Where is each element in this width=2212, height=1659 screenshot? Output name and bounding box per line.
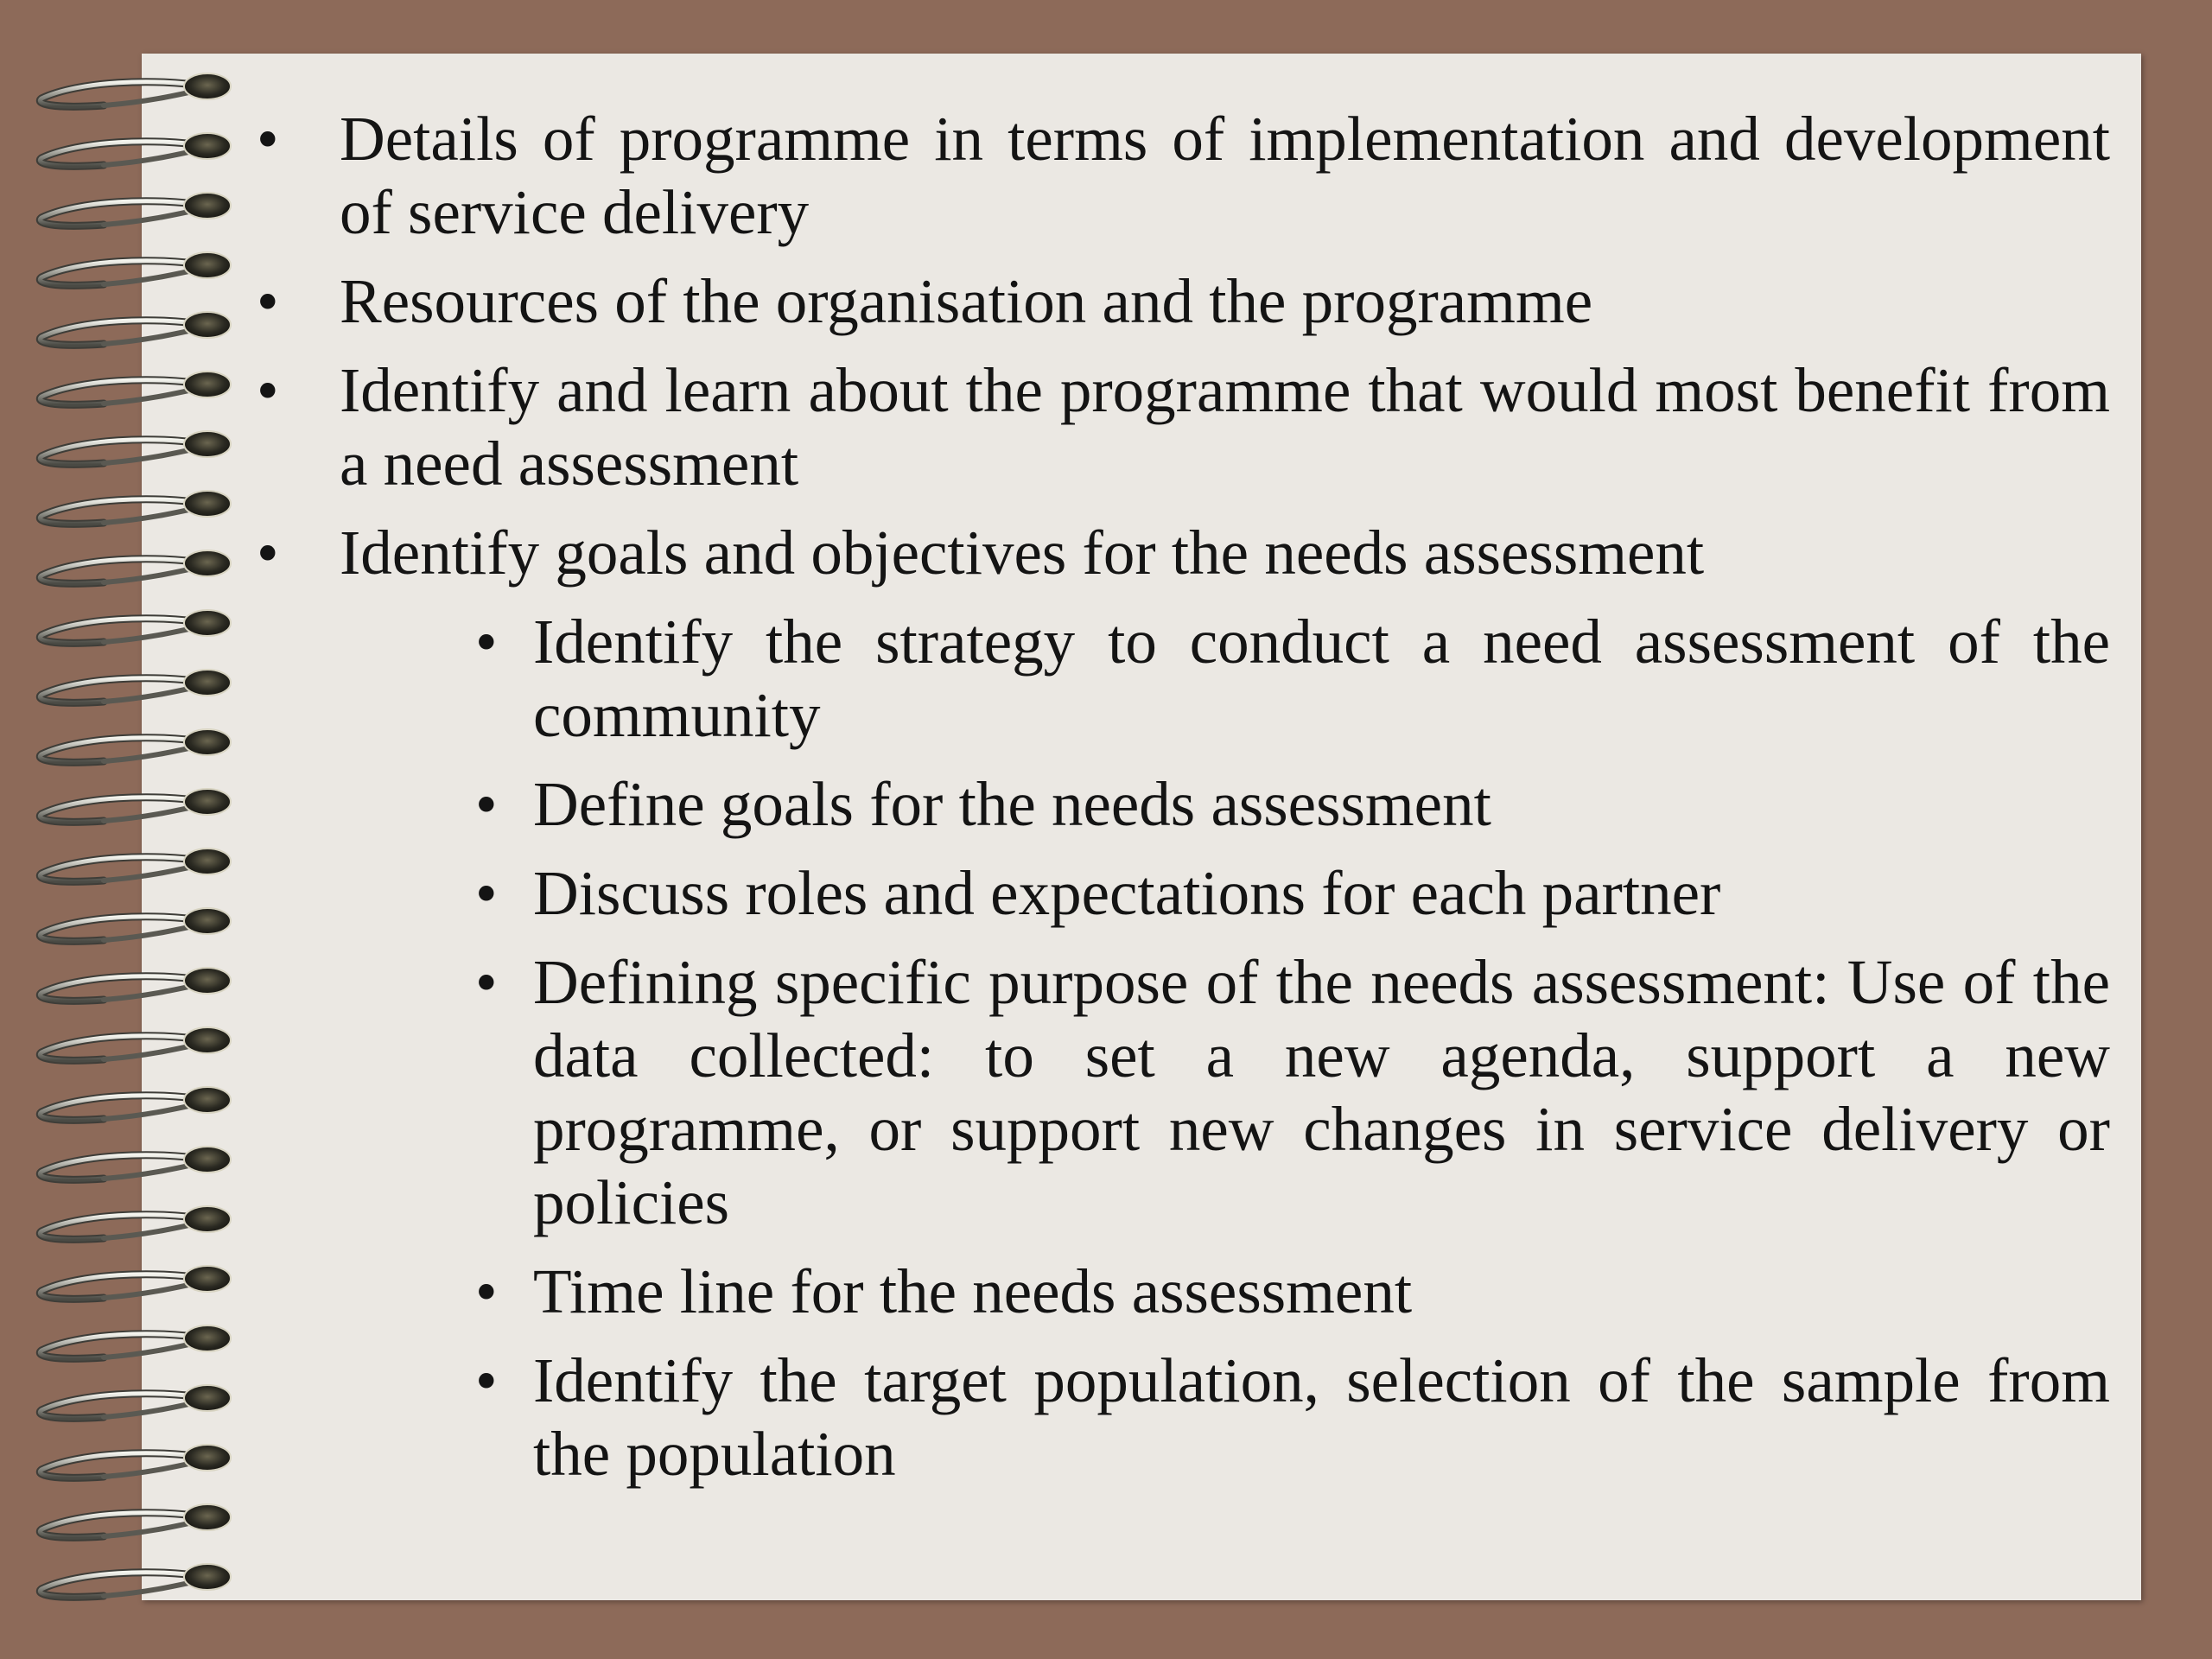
spiral-ring xyxy=(40,968,231,1001)
spiral-ring xyxy=(40,252,231,285)
spiral-ring xyxy=(40,670,231,702)
bullet-marker: • xyxy=(257,355,279,425)
sub-bullet-item xyxy=(233,945,2110,1239)
bullet-text: Identify the strategy to conduct a need assessment of the community xyxy=(533,607,2110,750)
spiral-ring xyxy=(40,610,231,643)
spiral-ring xyxy=(40,431,231,464)
spiral-ring xyxy=(40,73,231,106)
spiral-ring xyxy=(40,1027,231,1060)
spiral-ring xyxy=(40,1325,231,1358)
bullet-marker: • xyxy=(257,518,279,588)
spiral-ring xyxy=(40,789,231,822)
spiral-ring xyxy=(40,372,231,404)
bullet-text: Identify the target population, selection of the sample from the population xyxy=(533,1345,2110,1489)
spiral-ring xyxy=(40,491,231,524)
bullet-text: Defining specific purpose of the needs assessment: Use of the data collected: to set a new agenda, support a new programme, or support new changes in service delivery or policies xyxy=(533,947,2110,1237)
spiral-ring xyxy=(40,1564,231,1597)
bullet-item xyxy=(233,353,2110,500)
bullet-text: Identify goals and objectives for the needs assessment xyxy=(340,518,1705,588)
bullet-text: Resources of the organisation and the programme xyxy=(340,266,1593,336)
sub-bullet-item xyxy=(233,605,2110,752)
spiral-ring xyxy=(40,1087,231,1120)
bullet-marker: • xyxy=(475,1256,498,1326)
bullet-item xyxy=(233,264,2110,338)
spiral-ring xyxy=(40,550,231,583)
spiral-ring xyxy=(40,1206,231,1239)
spiral-ring xyxy=(40,1445,231,1478)
bullet-item xyxy=(233,516,2110,589)
spiral-ring xyxy=(40,312,231,345)
bullet-marker: • xyxy=(257,266,279,336)
spiral-ring xyxy=(40,193,231,226)
bullet-text: Define goals for the needs assessment xyxy=(533,769,1491,839)
sub-bullet-item xyxy=(233,767,2110,841)
spiral-ring xyxy=(40,729,231,762)
spiral-ring xyxy=(40,908,231,941)
spiral-ring xyxy=(40,1147,231,1179)
spiral-ring xyxy=(40,133,231,166)
spiral-ring xyxy=(40,1504,231,1537)
bullet-text: Discuss roles and expectations for each partner xyxy=(533,858,1721,928)
bullet-marker: • xyxy=(475,769,498,839)
spiral-rings xyxy=(40,73,231,1597)
bullet-text: Details of programme in terms of implementation and development of service delivery xyxy=(340,104,2110,247)
bullet-item xyxy=(233,102,2110,249)
spiral-ring xyxy=(40,1266,231,1299)
bullet-text: Time line for the needs assessment xyxy=(533,1256,1413,1326)
bullet-marker: • xyxy=(475,858,498,928)
bullet-marker: • xyxy=(475,607,498,677)
spiral-binding xyxy=(0,0,259,1659)
bullet-text: Identify and learn about the programme that would most benefit from a need assessment xyxy=(340,355,2110,499)
bullet-marker: • xyxy=(475,947,498,1017)
bullet-list xyxy=(233,102,2110,1506)
bullet-marker: • xyxy=(475,1345,498,1415)
spiral-ring xyxy=(40,1385,231,1418)
bullet-marker: • xyxy=(257,104,279,174)
sub-bullet-item xyxy=(233,1344,2110,1491)
spiral-ring xyxy=(40,849,231,881)
sub-bullet-item xyxy=(233,1255,2110,1328)
sub-bullet-item xyxy=(233,856,2110,930)
